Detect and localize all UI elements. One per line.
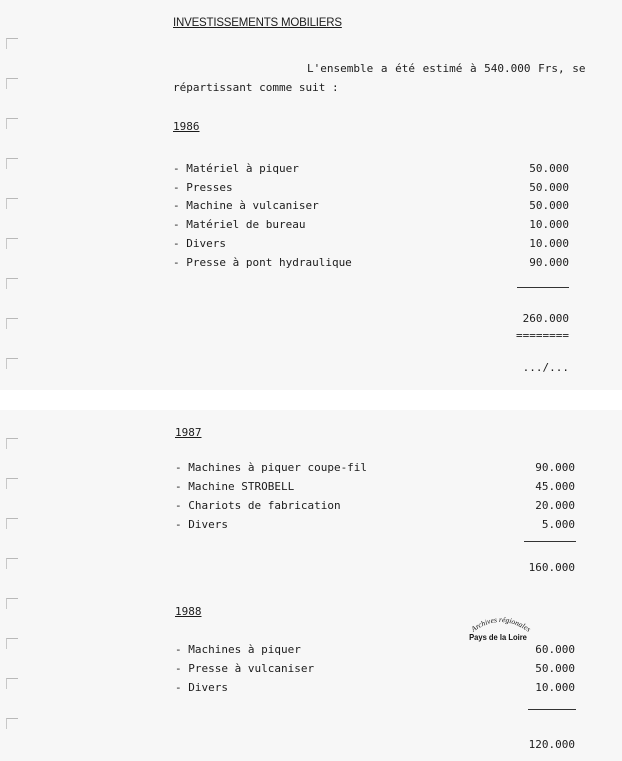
item-label: - Machine à vulcaniser (173, 199, 319, 212)
item-amount: 10.000 (529, 218, 569, 231)
archive-stamp-logo (460, 612, 540, 652)
year-heading-1986: 1986 (173, 120, 200, 133)
binder-holes (6, 0, 20, 390)
item-label: - Machines à piquer (175, 643, 301, 656)
item-amount: 50.000 (529, 181, 569, 194)
binder-holes (6, 410, 20, 761)
item-label: - Presses (173, 181, 233, 194)
continuation-mark: .../... (522, 361, 569, 374)
item-label: - Matériel de bureau (173, 218, 306, 231)
item-label: - Presse à vulcaniser (175, 662, 315, 675)
item-amount: 50.000 (535, 662, 575, 675)
item-amount: 90.000 (535, 461, 575, 474)
item-amount: 90.000 (529, 256, 569, 269)
year-heading-1988: 1988 (175, 605, 202, 618)
item-label: - Divers (175, 518, 228, 531)
subtotal-rule (524, 541, 576, 542)
item-amount: 50.000 (529, 162, 569, 175)
item-label: - Divers (173, 237, 226, 250)
intro-line-2: répartissant comme suit : (173, 81, 339, 94)
subtotal-rule (517, 287, 569, 288)
subtotal-rule (528, 709, 576, 710)
item-amount: 50.000 (529, 199, 569, 212)
item-label: - Presse à pont hydraulique (173, 256, 352, 269)
svg-text:Archives régionales: Archives régionales (469, 614, 533, 634)
total-amount-1987: 160.000 (528, 561, 575, 574)
item-label: - Machine STROBELL (175, 480, 295, 493)
item-amount: 60.000 (535, 643, 575, 656)
item-amount: 5.000 (541, 518, 575, 531)
year-heading-1987: 1987 (175, 426, 202, 439)
double-rule: ======== (516, 329, 569, 342)
item-amount: 45.000 (535, 480, 575, 493)
svg-text:Pays de la Loire: Pays de la Loire (469, 632, 527, 643)
page-gap (0, 390, 622, 410)
total-amount-1988: 120.000 (528, 738, 575, 751)
item-label: - Matériel à piquer (173, 162, 299, 175)
item-label: - Chariots de fabrication (175, 499, 341, 512)
total-amount-1986: 260.000 (522, 312, 569, 325)
item-amount: 10.000 (529, 237, 569, 250)
item-amount: 20.000 (535, 499, 575, 512)
document-title: INVESTISSEMENTS MOBILIERS (173, 17, 342, 29)
item-amount: 10.000 (535, 681, 575, 694)
item-label: - Divers (175, 681, 228, 694)
item-label: - Machines à piquer coupe-fil (175, 461, 368, 474)
intro-line-1: L'ensemble a été estimé à 540.000 Frs, se (307, 62, 586, 75)
